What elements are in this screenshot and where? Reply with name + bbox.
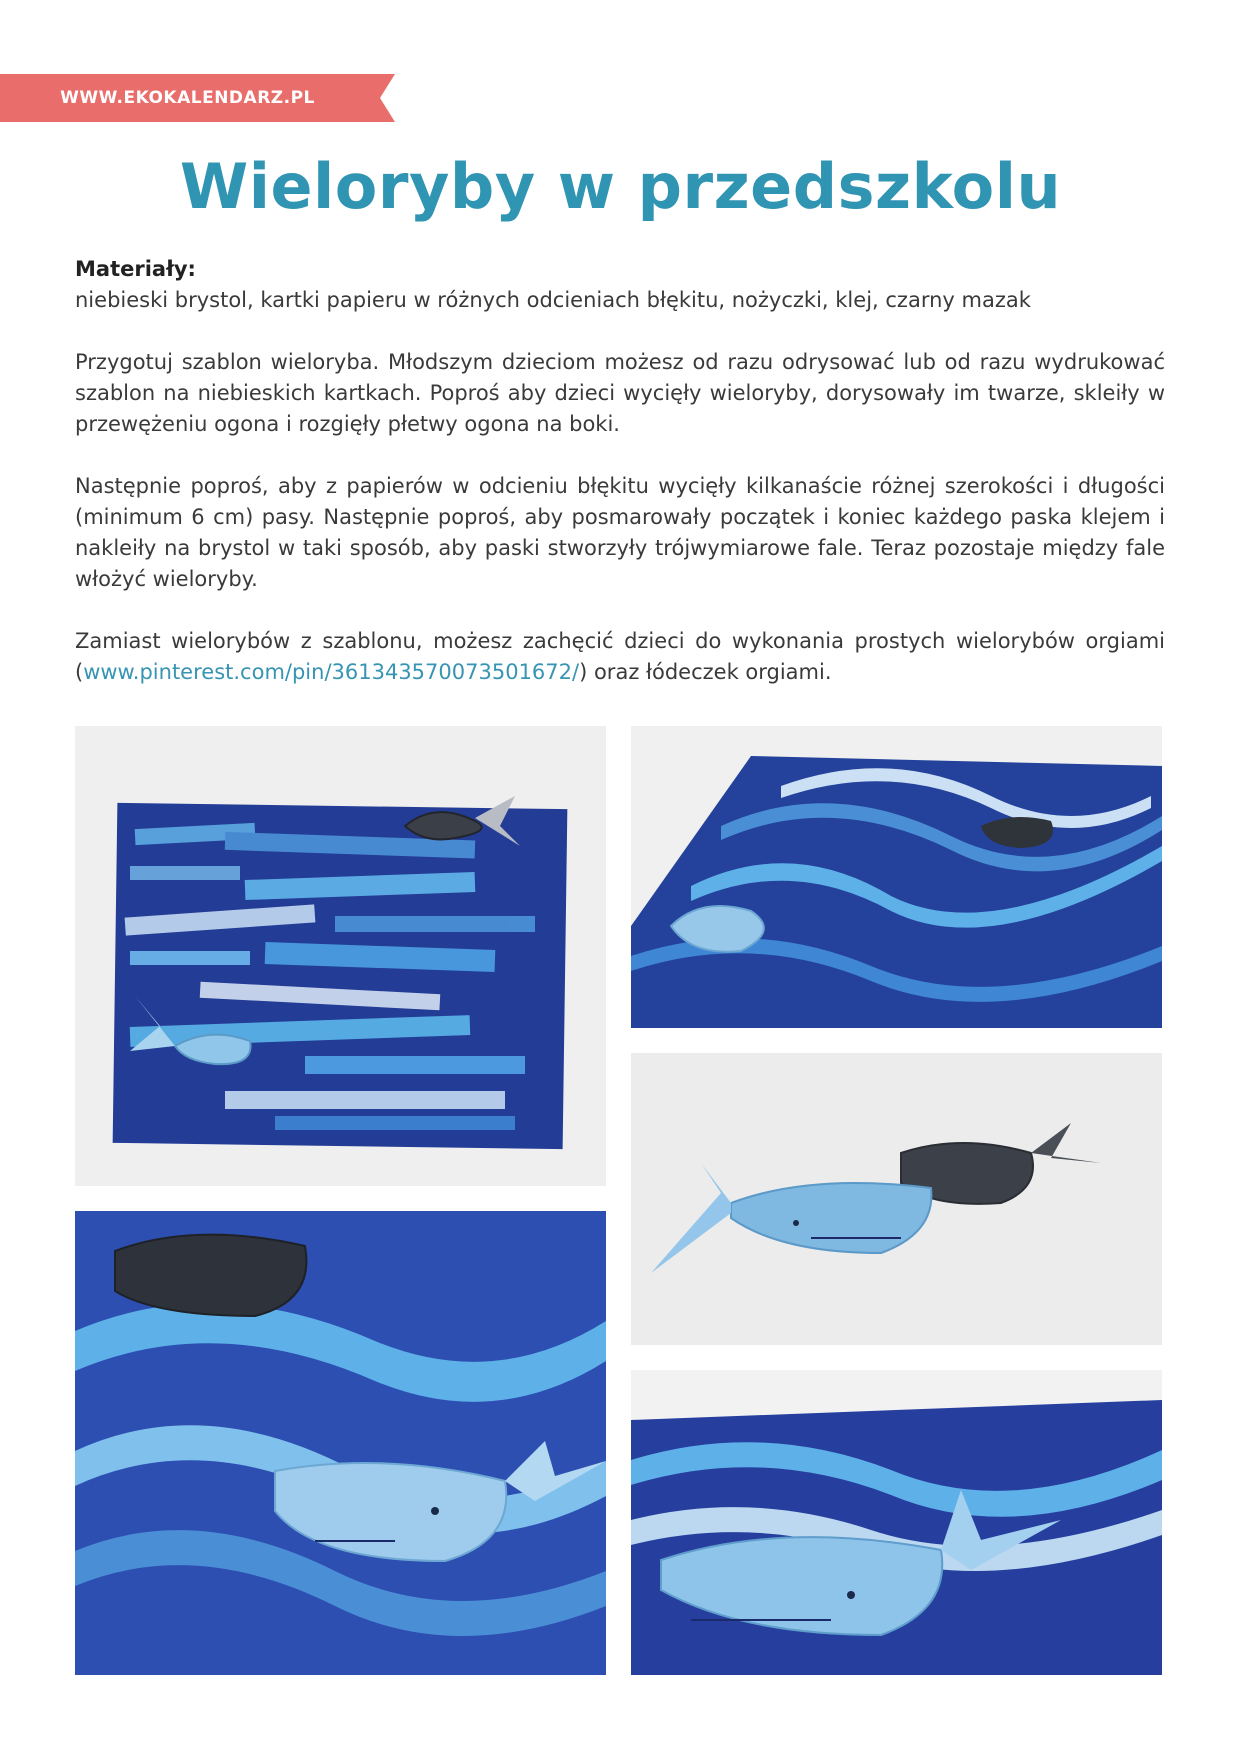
photo-whales-closeup [75, 1211, 606, 1675]
paragraph-3-text-after: ) oraz łódeczek orgiami. [579, 660, 832, 684]
article-body [75, 254, 1165, 688]
paragraph-3-text-before: Zamiast wielorybów z szablonu, możesz zachęcić dzieci do wykonania prostych wielorybów orgiami ( [75, 629, 1165, 684]
photo-whale-on-waves [631, 1370, 1162, 1675]
instruction-paragraph-2: Następnie poproś, aby z papierów w odcieniu błękitu wycięły kilkanaście różnej szerokości i długości (minimum 6 cm) pasy. Następnie poproś, aby posmarowały początek i koniec każdego paska klejem i nakleiły na brystol w taki sposób, aby paski stworzyły trójwymiarowe fale. Teraz pozostaje między fale włożyć wieloryby. [75, 474, 1165, 591]
website-banner [0, 74, 395, 122]
materials-text: niebieski brystol, kartki papieru w różnych odcieniach błękitu, nożyczki, klej, czarny mazak [75, 288, 1031, 312]
materials-label: Materiały: [75, 257, 196, 281]
instruction-paragraph-3 [75, 626, 1165, 688]
pinterest-link[interactable]: www.pinterest.com/pin/361343570073501672/ [83, 660, 580, 684]
photo-two-whales [631, 1053, 1162, 1345]
photo-craft-angled-view [631, 726, 1162, 1028]
photo-craft-top-view [75, 726, 606, 1186]
page-title: Wieloryby w przedszkolu [179, 150, 1062, 223]
website-url[interactable]: WWW.EKOKALENDARZ.PL [60, 88, 315, 108]
instruction-paragraph-1: Przygotuj szablon wieloryba. Młodszym dzieciom możesz od razu odrysować lub od razu wydrukować szablon na niebieskich kartkach. Poproś aby dzieci wycięły wieloryby, dorysowały im twarze, skleiły w przewężeniu ogona i rozgięły płetwy ogona na boki. [75, 350, 1165, 436]
